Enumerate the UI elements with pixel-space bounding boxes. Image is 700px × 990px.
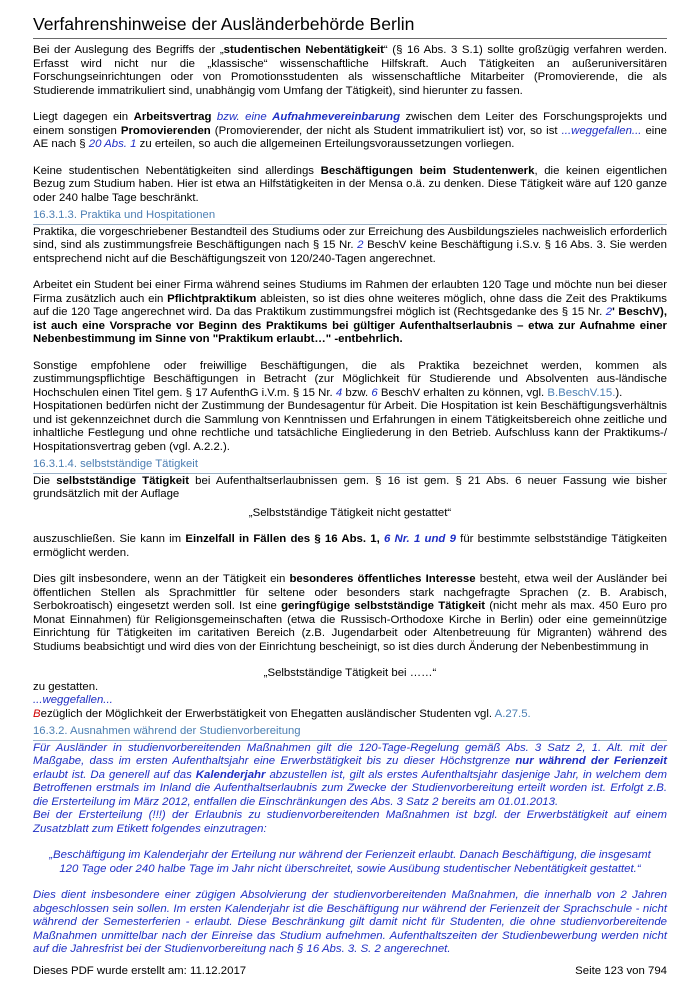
link-b-beschv-15[interactable]: B.BeschV.15.	[547, 386, 616, 399]
paragraph-arbeitsvertrag: Liegt dagegen ein Arbeitsvertrag bzw. eine Aufnahmevereinbarung zwischen dem Leiter des Forschungsprojekts und einem sonstigen Promovierenden (Promovierender, der nicht als Student immatrikuliert ist) vor, so ist ...weggefallen... eine AE nach § 20 Abs. 1 zu erteilen, so auch die allgemeinen Erteilungsvoraussetzungen vorliegen.	[33, 111, 667, 150]
link-nr-6[interactable]: 6	[371, 386, 378, 399]
paragraph-einzelfall: auszuschließen. Sie kann im Einzelfall in Fällen des § 16 Abs. 1, 6 Nr. 1 und 9 für bestimmte selbstständige Tätigkeiten ermöglicht werden.	[33, 533, 667, 559]
link-6-nr-1-und-9[interactable]: 6 Nr. 1 und 9	[379, 533, 456, 545]
quote-taetigkeit-bei: „Selbstständige Tätigkeit bei ……“	[263, 667, 437, 679]
paragraph-ersterteilung: Bei der Ersterteilung (!!!) der Erlaubnis zu studienvorbereitenden Maßnahmen ist bzgl. der Erwerbstätigkeit auf einem Zusatzblatt zum Etikett folgendes einzutragen:	[33, 809, 667, 835]
quote-nicht-gestattet: „Selbstständige Tätigkeit nicht gestattet“	[248, 506, 452, 519]
paragraph-ehegatten: Bezüglich der Möglichkeit der Erwerbstätigkeit von Ehegatten ausländischer Studenten vgl. A.27.5.	[33, 707, 531, 720]
paragraph-studentenwerk: Keine studentischen Nebentätigkeiten sind allerdings Beschäftigungen beim Studentenwerk, die keinen eigentlichen Bezug zum Studium haben. Hier ist etwa an Hilfstätigkeiten in der Mensa o.ä. zu denken. Diese Tätigkeit wäre auf 120 ganze oder 240 halbe Tage beschränkt.	[33, 164, 667, 204]
footer-page-number: Seite 123 von 794	[575, 965, 667, 977]
link-nr-4[interactable]: 4	[335, 386, 343, 399]
paragraph-studentische-nebentaetigkeit: Bei der Auslegung des Begriffs der „studentischen Nebentätigkeit“ (§ 16 Abs. 3 S.1) sollte großzügig verfahren werden. Erfasst wird nicht nur die „klassische“ wissenschaftliche Hilfskraft. Auch Tätigkeiten an außeruniversitären Forschungseinrichtungen oder von Promotionsstudenten als wissenschaftliche Mitarbeiter (Promovierende, die als Studierende immatrikuliert sind, unabhängig vom Umfang der Tätigkeit), sind hierunter zu fassen.	[33, 44, 667, 97]
paragraph-praktika: Praktika, die vorgeschriebener Bestandteil des Studiums oder zur Erreichung des Ausbildungszieles nachweislich erforderlich sind, sind als zustimmungsfreie Beschäftigungen nach § 15 Nr. 2 BeschV keine Beschäftigung i.S.v. § 16 Abs. 3. Sie werden entsprechend nicht auf die Beschäftigungszeit von 120/240-Tagen angerechnet.	[33, 225, 667, 265]
link-nr-2[interactable]: 2	[357, 239, 364, 251]
section-rule	[33, 473, 667, 474]
section-rule	[33, 740, 667, 741]
section-heading-selbststaendig: 16.3.1.4. selbstständige Tätigkeit	[33, 458, 198, 470]
text-weggefallen: ...weggefallen...	[33, 694, 113, 706]
paragraph-pflichtpraktikum: Arbeitet ein Student bei einer Firma während seines Studiums im Rahmen der erlaubten 120 Tage und möchte nun bei dieser Firma zusätzlich auch ein Pflichtpraktikum ableisten, so ist dies ohne weiteres möglich, ohne dass die Zeit des Praktikums auf die 120 Tage angerechnet wird. Da das Praktikum zustimmungsfrei möglich ist (Rechtsgedanke des § 15 Nr. 2' BeschV), ist auch eine Vorsprache vor Beginn des Praktikums bei gültiger Aufenthaltserlaubnis – etwa zur Aufnahme einer Nebenbestimmung im Sinne von "Praktikum erlaubt…" -entbehrlich.	[33, 279, 667, 345]
paragraph-hospitationen: Hospitationen bedürfen nicht der Zustimmung der Bundesagentur für Arbeit. Die Hospitation ist kein Beschäftigungsverhältnis und ist gekennzeichnet durch die Sammlung von Kenntnissen und Erfahrungen in einem Tätigkeitsbereich ohne zeitliche und inhaltliche Festlegung und ohne rechtliche und tatsächliche Eingliederung in den Betrieb. Aufschluss kann der Praktikums-/ Hospitationsvertrag geben (vgl. A.2.2.).	[33, 400, 667, 453]
paragraph-selbststaendige-taetigkeit: Die selbstständige Tätigkeit bei Aufenthaltserlaubnissen gem. § 16 ist gem. § 21 Abs. 6 neuer Fassung wie bisher grundsätzlich mit der Auflage	[33, 474, 667, 500]
quote-beschaeftigung-ferienzeit: „Beschäftigung im Kalenderjahr der Erteilung nur während der Ferienzeit erlaubt. Danach Beschäftigung, die insgesamt 120 Tage oder 240 halbe Tage im Jahr nicht überschreitet, sowie Ausübung studentischer Nebentätigkeit gestattet.“	[49, 849, 651, 875]
page-footer	[33, 964, 667, 978]
link-20-abs-1[interactable]: 20 Abs. 1	[88, 138, 137, 150]
text-zu-gestatten: zu gestatten.	[33, 680, 99, 693]
page-title: Verfahrenshinweise der Ausländerbehörde Berlin	[33, 14, 415, 34]
link-nr-2-b[interactable]: 2	[605, 306, 613, 318]
paragraph-studienvorbereitende-massnahmen: Für Ausländer in studienvorbereitenden Maßnahmen gilt die 120-Tage-Regelung gemäß Abs. 3 Satz 2, 1. Alt. mit der Maßgabe, dass im ersten Aufenthaltsjahr eine Erwerbstätigkeit bis zu dieser Höchstgrenze nur während der Ferienzeit erlaubt ist. Da generell auf das Kalenderjahr abzustellen ist, gilt als erstes Aufenthaltsjahr dasjenige Jahr, in welchem dem Betroffenen erstmals im Inland die Aufenthaltserlaubnis zum Zwecke der Studienvorbereitung erteilt worden ist. Erfolgt z.B. die Ersterteilung im März 2012, entfallen die Einschränkungen des Abs. 3 Satz 2 bereits am 01.01.2013.	[33, 741, 668, 808]
section-heading-praktika: 16.3.1.3. Praktika und Hospitationen	[33, 209, 216, 221]
section-rule	[33, 224, 667, 225]
footer-created-date: Dieses PDF wurde erstellt am: 11.12.2017	[33, 965, 247, 977]
paragraph-zuegige-absolvierung: Dies dient insbesondere einer zügigen Absolvierung der studienvorbereitenden Maßnahmen, die innerhalb von 2 Jahren abgeschlossen sein sollen. Im ersten Kalenderjahr ist die Beschäftigung nur während der Ferienzeit der Sprachschule - nicht während der Semesterferien - erlaubt. Diese Beschränkung gilt damit nicht für Studenten, die ohne studienvorbereitende Maßnahmen unmittelbar nach der Einreise das Studium aufnehmen. Aufenthaltszeiten der Studienbewerbung werden nicht auf die Jahresfrist bei der Studienvorbereitung nach § 16 Abs. 3. S. 2 angerechnet.	[33, 889, 667, 955]
paragraph-sonstige-beschaeftigungen: Sonstige empfohlene oder freiwillige Beschäftigungen, die als Praktika bezeichnet werden, kommen als zustimmungspflichtige Beschäftigungen in Betracht (zur Möglichkeit für Studierende und Absolventen aus-ländische Hochschulen einen Titel gem. § 17 AufenthG i.V.m. § 15 Nr. 4 bzw. 6 BeschV erhalten zu können, vgl. B.BeschV.15.).	[33, 359, 667, 399]
link-a-27-5[interactable]: A.27.5.	[494, 707, 531, 720]
paragraph-oeffentliches-interesse: Dies gilt insbesondere, wenn an der Tätigkeit ein besonderes öffentliches Interesse besteht, etwa weil der Ausländer bei öffentlichen Stellen als Sprachmittler für seltene oder besonders stark nachgefragte Sprachen (z. B. Arabisch, Serbokroatisch) eingesetzt werden soll. Ist eine geringfügige selbstständige Tätigkeit (nicht mehr als max. 450 Euro pro Monat Einnahmen) für Religionsgemeinschaften (etwa die Russisch-Orthodoxe Kirche in Berlin) oder eine gemeinnützige Einrichtung für Tätigkeiten im caritativen Bereich (z.B. Jugendarbeit oder Altenbetreuung für Migranten) während des Studiums beabsichtigt und wird dies von der Einrichtung bescheinigt, so ist dies durch Änderung der Nebenbestimmung in	[33, 573, 667, 653]
document-page	[33, 0, 667, 957]
section-heading-studienvorbereitung: 16.3.2. Ausnahmen während der Studienvorbereitung	[33, 725, 301, 737]
